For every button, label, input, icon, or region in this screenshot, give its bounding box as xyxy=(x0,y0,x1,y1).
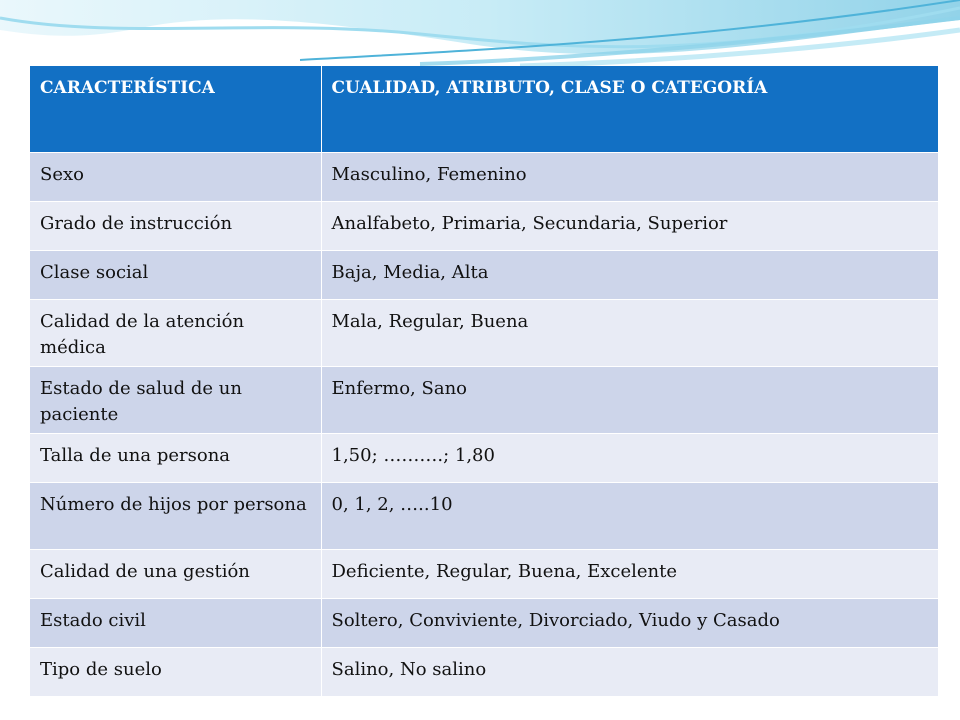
cell-category: Masculino, Femenino xyxy=(321,152,938,201)
table-row xyxy=(30,549,938,598)
table-row xyxy=(30,482,938,549)
characteristics-table xyxy=(30,66,939,697)
cell-characteristic: Grado de instrucción xyxy=(30,201,321,250)
cell-characteristic: Calidad de una gestión xyxy=(30,549,321,598)
cell-characteristic: Calidad de la atención médica xyxy=(30,299,321,366)
header-caracteristica: CARACTERÍSTICA xyxy=(30,66,321,152)
table-row xyxy=(30,201,938,250)
table-row xyxy=(30,152,938,201)
table-row xyxy=(30,433,938,482)
cell-category: Enfermo, Sano xyxy=(321,366,938,433)
cell-characteristic: Tipo de suelo xyxy=(30,647,321,696)
table-header-row xyxy=(30,66,938,152)
cell-category: Baja, Media, Alta xyxy=(321,250,938,299)
table-row xyxy=(30,598,938,647)
cell-characteristic: Talla de una persona xyxy=(30,433,321,482)
table-row xyxy=(30,250,938,299)
cell-category: Deficiente, Regular, Buena, Excelente xyxy=(321,549,938,598)
cell-characteristic: Estado de salud de un paciente xyxy=(30,366,321,433)
table-row xyxy=(30,299,938,366)
cell-characteristic: Número de hijos por persona xyxy=(30,482,321,549)
cell-category: 0, 1, 2, …..10 xyxy=(321,482,938,549)
cell-characteristic: Sexo xyxy=(30,152,321,201)
cell-category: Soltero, Conviviente, Divorciado, Viudo y Casado xyxy=(321,598,938,647)
table-row xyxy=(30,366,938,433)
cell-category: Analfabeto, Primaria, Secundaria, Superior xyxy=(321,201,938,250)
table-row xyxy=(30,647,938,696)
cell-characteristic: Clase social xyxy=(30,250,321,299)
cell-category: Salino, No salino xyxy=(321,647,938,696)
cell-category: Mala, Regular, Buena xyxy=(321,299,938,366)
cell-characteristic: Estado civil xyxy=(30,598,321,647)
cell-category: 1,50; ……….; 1,80 xyxy=(321,433,938,482)
header-cualidad: CUALIDAD, ATRIBUTO, CLASE O CATEGORÍA xyxy=(321,66,938,152)
